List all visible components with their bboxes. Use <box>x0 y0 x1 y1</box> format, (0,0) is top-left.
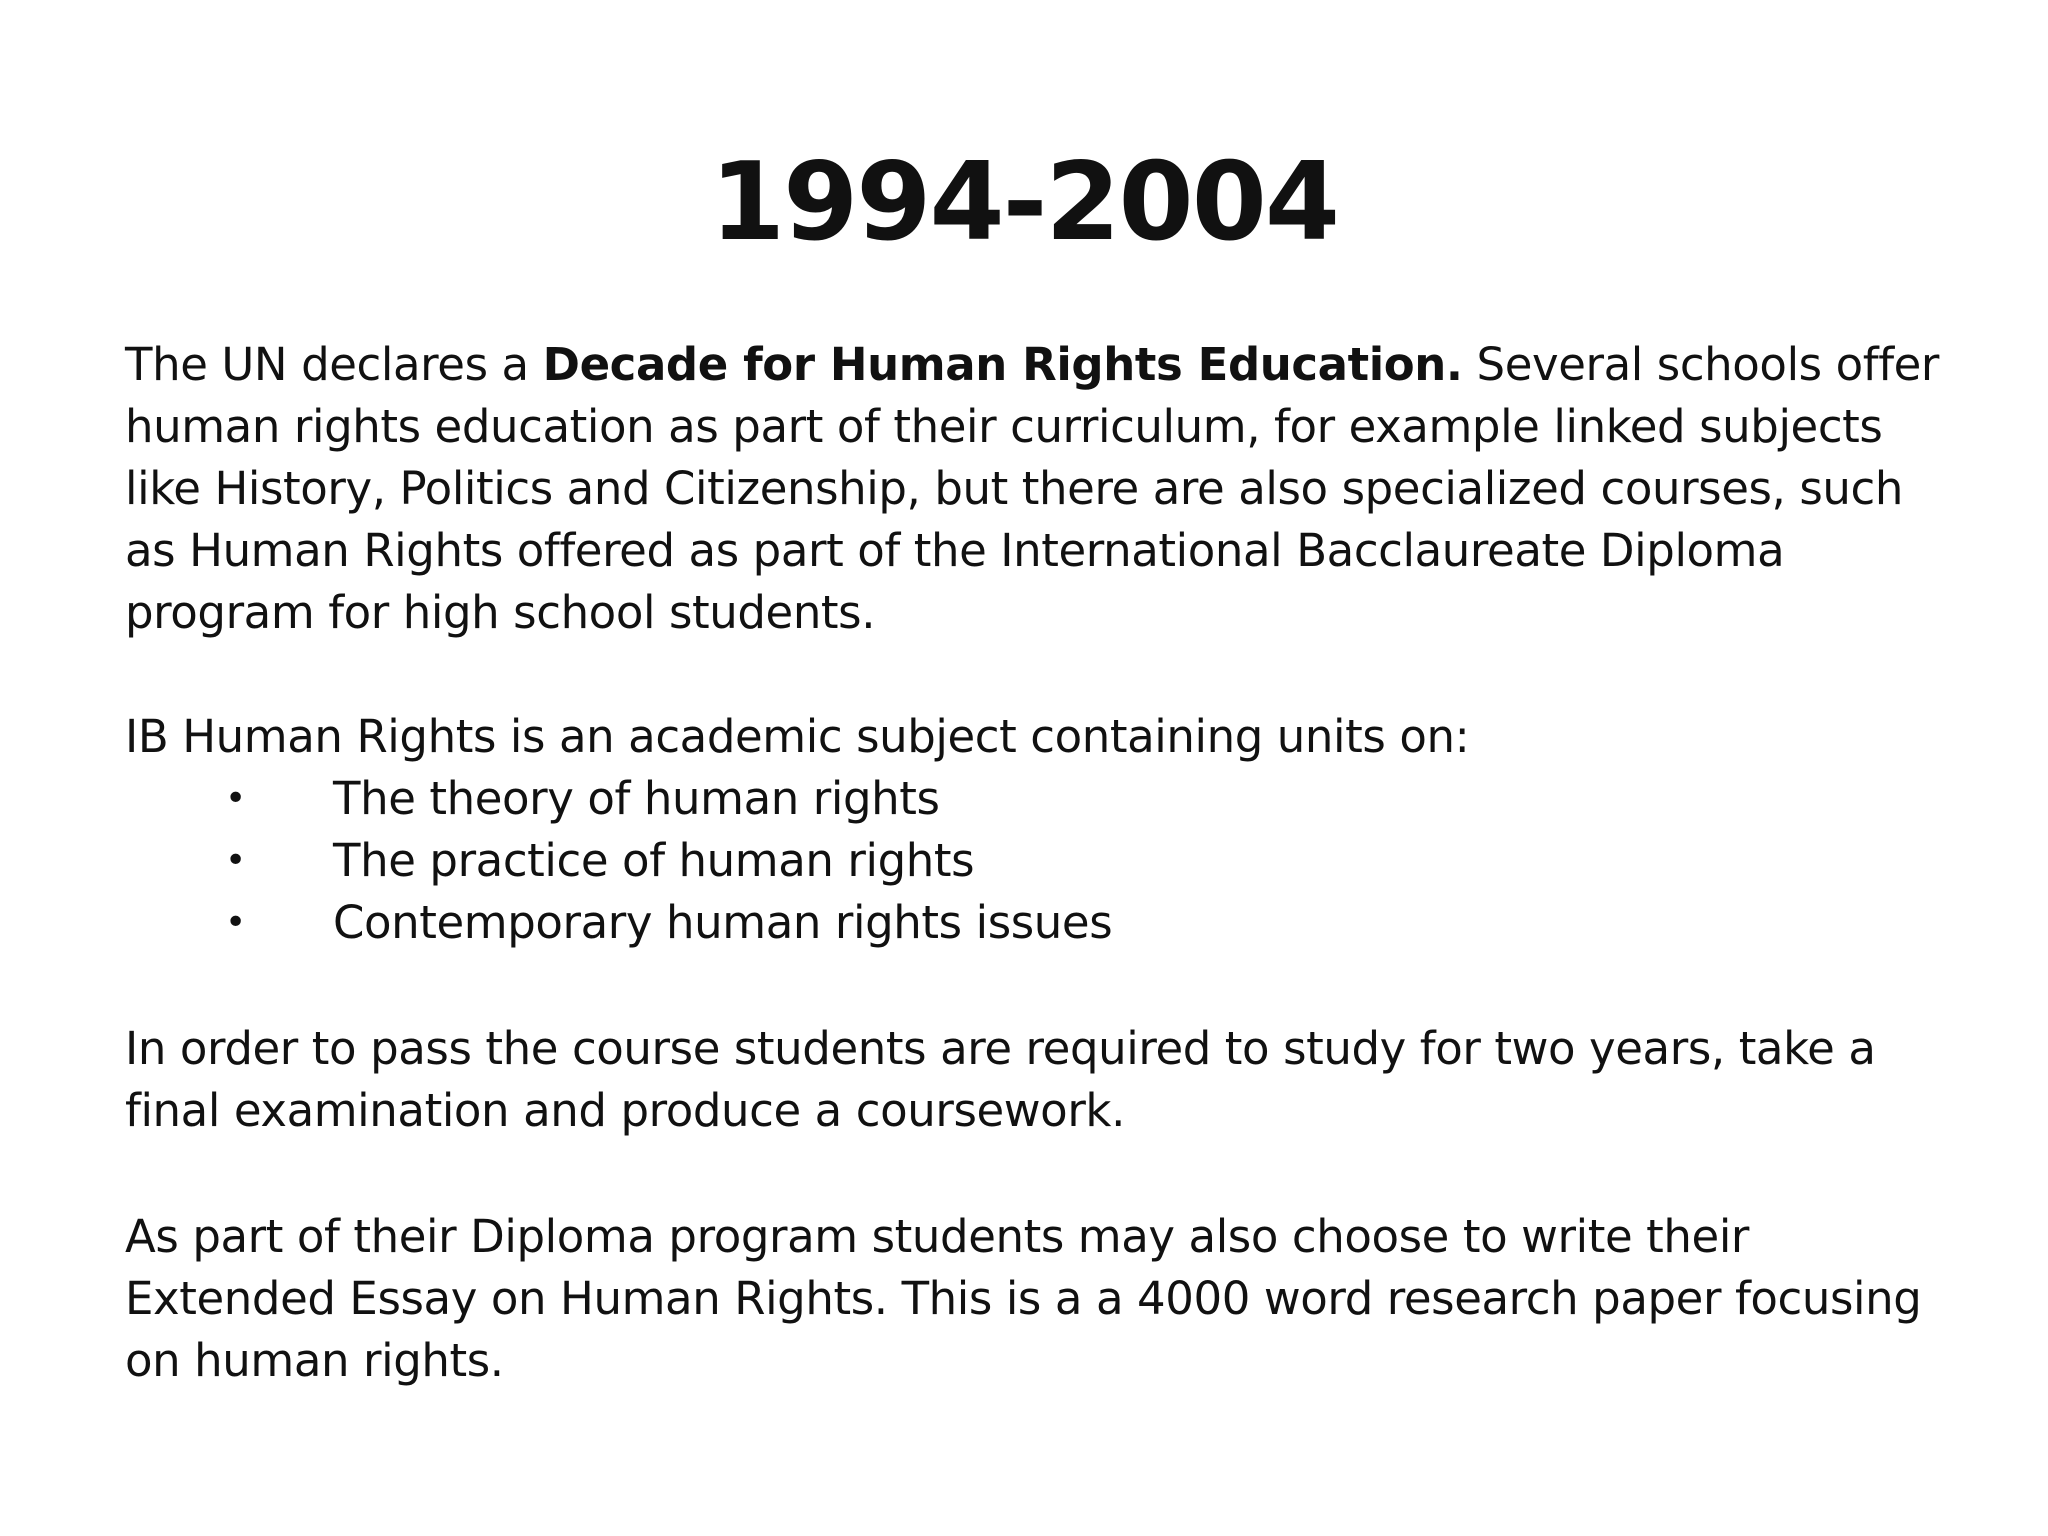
intro-bold-text: Decade for Human Rights Education. <box>542 338 1463 391</box>
pass-requirements-paragraph: In order to pass the course students are required to study for two years, take a final examination and produce a coursework. <box>125 1022 1876 1137</box>
bullet-icon: • <box>225 778 246 819</box>
slide-title: 1994-2004 <box>710 140 1338 265</box>
units-list <box>125 768 1725 954</box>
unit-label: Contemporary human rights issues <box>333 896 1113 949</box>
bullet-icon: • <box>225 902 246 943</box>
extended-essay-paragraph: As part of their Diploma program students may also choose to write their Extended Essay on Human Rights. This is a a 4000 word research paper focusing on human rights. <box>125 1210 1922 1387</box>
unit-label: The theory of human rights <box>333 772 940 825</box>
intro-paragraph <box>125 334 1955 644</box>
intro-lead-text: The UN declares a <box>125 338 543 391</box>
list-item <box>125 892 1725 954</box>
list-item <box>125 768 1725 830</box>
intro-rest-text: Several schools offer human rights education as part of their curriculum, for example linked subjects like History, Politics and Citizenship, but there are also specialized courses, such as Human Rights offered as part of the International Bacclaureate Diploma program for high school students. <box>125 338 1940 639</box>
unit-label: The practice of human rights <box>333 834 975 887</box>
ib-intro-paragraph: IB Human Rights is an academic subject containing units on: <box>125 710 1470 763</box>
bullet-icon: • <box>225 840 246 881</box>
list-item <box>125 830 1725 892</box>
